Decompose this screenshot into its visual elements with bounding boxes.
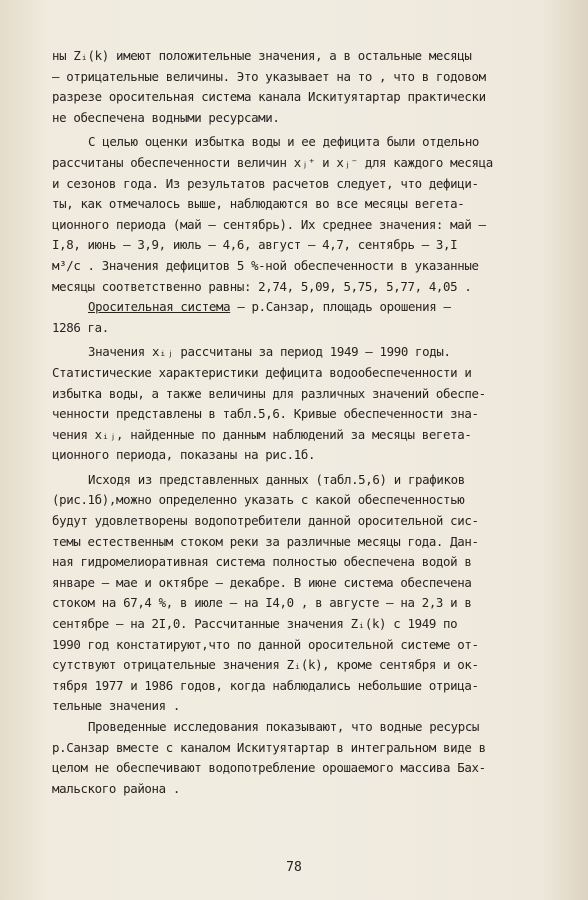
text-line: сентябре – на 2I,0. Рассчитанные значения Zᵢ(k) с 1949 по xyxy=(52,616,458,632)
text-line: I,8, июнь – 3,9, июль – 4,6, август – 4,7, сентябрь – 3,I xyxy=(52,237,458,253)
text-line: ционного периода (май – сентябрь). Их среднее значения: май – xyxy=(52,216,486,232)
text-line xyxy=(52,297,580,318)
text-line: и сезонов года. Из результатов расчетов следует, что дефици- xyxy=(52,175,479,191)
paragraph-6 xyxy=(52,717,580,799)
paragraph-1 xyxy=(52,46,580,128)
text-line: ченности представлены в табл.5,6. Кривые обеспеченности зна- xyxy=(52,406,479,422)
text-line: Статистические характеристики дефицита водообеспеченности и xyxy=(52,364,472,380)
text-line: целом не обеспечивают водопотребление орошаемого массива Бах- xyxy=(52,760,486,776)
text-line: тельные значения . xyxy=(52,698,180,714)
text-line: ная гидромелиоративная система полностью обеспечена водой в xyxy=(52,554,472,570)
text-line: рассчитаны обеспеченности величин xⱼ⁺ и xⱼ⁻ для каждого месяца xyxy=(52,154,493,170)
text-line: тября 1977 и 1986 годов, когда наблюдались небольшие отрица- xyxy=(52,677,479,693)
text-line: месяцы соответственно равны: 2,74, 5,09, 5,75, 5,77, 4,05 . xyxy=(52,278,472,294)
paragraph-5 xyxy=(52,470,580,717)
text-line: р.Санзар вместе с каналом Искитуятартар в интегральном виде в xyxy=(52,739,486,755)
text-line: Значения xᵢⱼ рассчитаны за период 1949 – 1990 годы. xyxy=(88,344,451,360)
paragraph-2 xyxy=(52,132,580,297)
text-line: стоком на 67,4 %, в июле – на I4,0 , в августе – на 2,3 и в xyxy=(52,595,472,611)
text-line: темы естественным стоком реки за различные месяцы года. Дан- xyxy=(52,533,479,549)
paragraph-3 xyxy=(52,297,580,338)
section-heading: Оросительная система xyxy=(88,299,231,315)
text-line: разрезе оросительная система канала Искитуятартар практически xyxy=(52,89,486,105)
text-line: Исходя из представленных данных (табл.5,6) и графиков xyxy=(88,471,465,487)
text-line: ны Zᵢ(k) имеют положительные значения, а в остальные месяцы xyxy=(52,48,472,63)
body-text xyxy=(52,46,580,799)
text-line: – отрицательные величины. Это указывает на то , что в годовом xyxy=(52,68,486,84)
text-span: – р.Санзар, площадь орошения – xyxy=(230,299,451,315)
text-line: (рис.1б),можно определенно указать с какой обеспеченностью xyxy=(52,492,465,508)
text-line: январе – мае и октябре – декабре. В июне система обеспечена xyxy=(52,574,472,590)
text-line: Проведенные исследования показывают, что водные ресурсы xyxy=(88,719,480,734)
text-line: 1286 га. xyxy=(52,319,109,335)
text-line: избытка воды, а также величины для различных значений обеспе- xyxy=(52,385,486,401)
page-number: 78 xyxy=(286,860,302,875)
text-line: не обеспечена водными ресурсами. xyxy=(52,109,280,125)
text-line: ты, как отмечалось выше, наблюдаются во все месяцы вегета- xyxy=(52,196,465,212)
text-line: мальского района . xyxy=(52,780,180,796)
text-line: будут удовлетворены водопотребители данной оросительной сис- xyxy=(52,513,479,529)
text-line: ционного периода, показаны на рис.1б. xyxy=(52,447,316,463)
text-line: 1990 год констатируют,что по данной оросительной системе от- xyxy=(52,636,479,652)
text-line: чения xᵢⱼ, найденные по данным наблюдений за месяцы вегета- xyxy=(52,426,472,442)
text-line: С целью оценки избытка воды и ее дефицита были отдельно xyxy=(88,134,480,150)
text-line: сутствуют отрицательные значения Zᵢ(k), кроме сентября и ок- xyxy=(52,657,479,673)
text-line: м³/с . Значения дефицитов 5 %-ной обеспеченности в указанные xyxy=(52,257,479,273)
paragraph-4 xyxy=(52,342,580,466)
